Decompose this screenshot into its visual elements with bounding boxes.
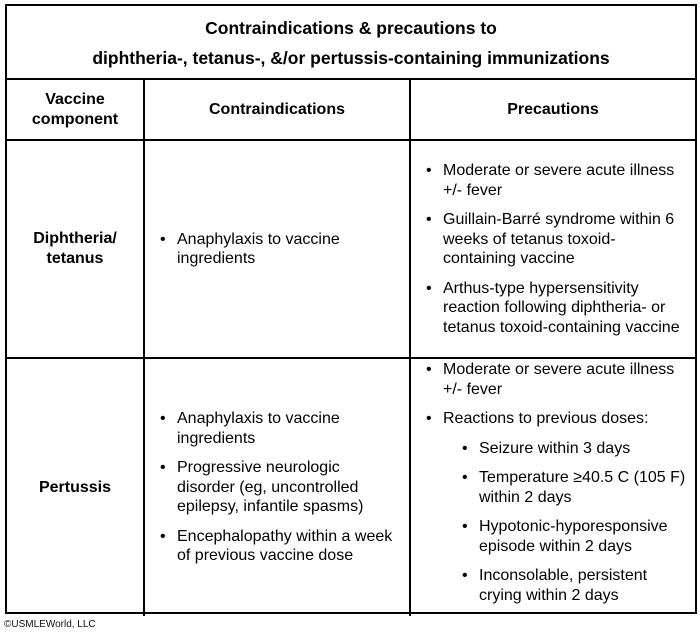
list-item: • Moderate or severe acute illness +/- fever <box>423 161 687 200</box>
list-item: • Moderate or severe acute illness +/- fever <box>423 360 687 399</box>
previous-doses-label: Reactions to previous doses: <box>443 410 649 427</box>
sub-list-item: • Inconsolable, persistent crying within 2 days <box>459 566 687 605</box>
precautions-cell <box>410 358 695 616</box>
precautions-list <box>411 161 695 337</box>
copyright-credit: ©USMLEWorld, LLC <box>4 619 96 630</box>
list-item: • Encephalopathy within a week of previous vaccine dose <box>157 527 401 566</box>
contraindications-list <box>145 230 409 269</box>
precautions-list <box>411 360 695 605</box>
row-label-text: Pertussis <box>38 478 112 496</box>
list-item: • Arthus-type hypersensitivity reaction following diphtheria- or tetanus toxoid-containing vaccine <box>423 279 687 338</box>
precautions-cell <box>410 140 695 358</box>
sub-list-item: • Hypotonic-hyporesponsive episode within 2 days <box>459 517 687 556</box>
row-label-text: Diphtheria/ tetanus <box>33 230 117 267</box>
contraindications-cell <box>144 358 410 616</box>
table-row-diphtheria-tetanus <box>7 140 695 358</box>
sub-list-item: • Temperature ≥40.5 C (105 F) within 2 days <box>459 468 687 507</box>
contraindications-list <box>145 409 409 566</box>
list-item: • Anaphylaxis to vaccine ingredients <box>157 409 401 448</box>
title-line-1: Contraindications & precautions to <box>205 18 497 38</box>
contraindications-cell <box>144 140 410 358</box>
vaccine-table-frame <box>5 4 697 614</box>
header-contraindications: Contraindications <box>144 80 410 140</box>
header-precautions: Precautions <box>410 80 695 140</box>
table-row-pertussis <box>7 358 695 616</box>
header-row <box>7 80 695 140</box>
sub-list-item: • Seizure within 3 days <box>459 439 687 459</box>
list-item: • Guillain-Barré syndrome within 6 weeks of tetanus toxoid-containing vaccine <box>423 210 687 269</box>
row-label-pertussis <box>7 358 144 616</box>
previous-dose-reactions-list <box>459 439 687 606</box>
list-item: • Anaphylaxis to vaccine ingredients <box>157 230 401 269</box>
list-item <box>423 409 687 605</box>
row-label-diphtheria-tetanus <box>7 140 144 358</box>
title-line-2: diphtheria-, tetanus-, &/or pertussis-containing immunizations <box>92 48 610 68</box>
header-vaccine-component: Vaccine component <box>7 80 144 140</box>
contraindications-table <box>7 80 695 616</box>
list-item: • Progressive neurologic disorder (eg, uncontrolled epilepsy, infantile spasms) <box>157 458 401 517</box>
table-title <box>7 6 695 80</box>
